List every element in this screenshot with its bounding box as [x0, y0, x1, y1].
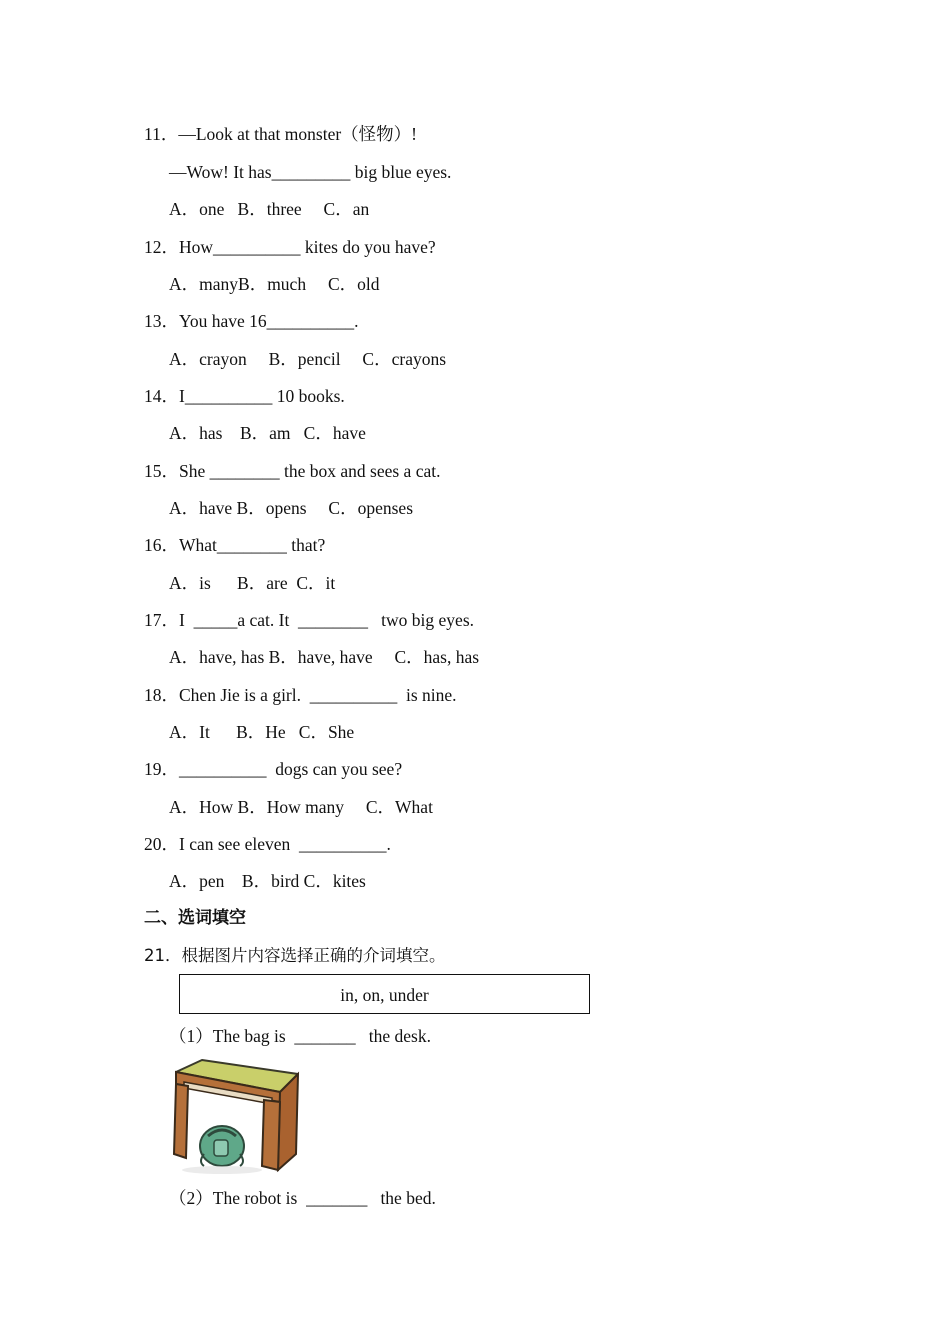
question-13-stem: 13．You have 16__________. — [144, 311, 359, 331]
question-21-stem: 21．根据图片内容选择正确的介词填空。 — [144, 946, 446, 965]
question-19-stem: 19．__________ dogs can you see? — [144, 759, 403, 779]
question-21-sub-2: （2）The robot is _______ the bed. — [169, 1188, 436, 1208]
question-16-options: A．is B．are C．it — [169, 573, 336, 593]
question-17-options: A．have, has B．have, have C．has, has — [169, 647, 480, 667]
question-18-options: A．It B．He C．She — [169, 722, 355, 742]
question-21-sub-1: （1）The bag is _______ the desk. — [169, 1026, 431, 1046]
question-17-stem: 17．I _____a cat. It ________ two big eyes. — [144, 610, 475, 630]
question-14-options: A．has B．am C．have — [169, 423, 366, 443]
question-11-stem-line2: —Wow! It has_________ big blue eyes. — [169, 162, 452, 182]
question-12-stem: 12．How__________ kites do you have? — [144, 237, 436, 257]
question-15-options: A．have B．opens C．openses — [169, 498, 414, 518]
question-18-stem: 18．Chen Jie is a girl. __________ is nine. — [144, 685, 457, 705]
question-20-stem: 20．I can see eleven __________. — [144, 834, 391, 854]
question-13-options: A．crayon B．pencil C．crayons — [169, 349, 447, 369]
word-box — [179, 974, 590, 1014]
question-11-options: A．one B．three C．an — [169, 199, 370, 219]
question-15-stem: 15．She ________ the box and sees a cat. — [144, 461, 441, 481]
section-2-title: 二、选词填空 — [144, 908, 246, 928]
question-19-options: A．How B．How many C．What — [169, 797, 433, 817]
word-box-words: in, on, under — [340, 985, 429, 1005]
question-14-stem: 14．I__________ 10 books. — [144, 386, 345, 406]
question-11-stem: 11．—Look at that monster（怪物）! — [144, 124, 417, 144]
question-12-options: A．manyB．much C．old — [169, 274, 380, 294]
question-20-options: A．pen B．bird C．kites — [169, 871, 366, 891]
question-16-stem: 16．What________ that? — [144, 535, 326, 555]
desk-with-bag-icon — [168, 1058, 302, 1176]
